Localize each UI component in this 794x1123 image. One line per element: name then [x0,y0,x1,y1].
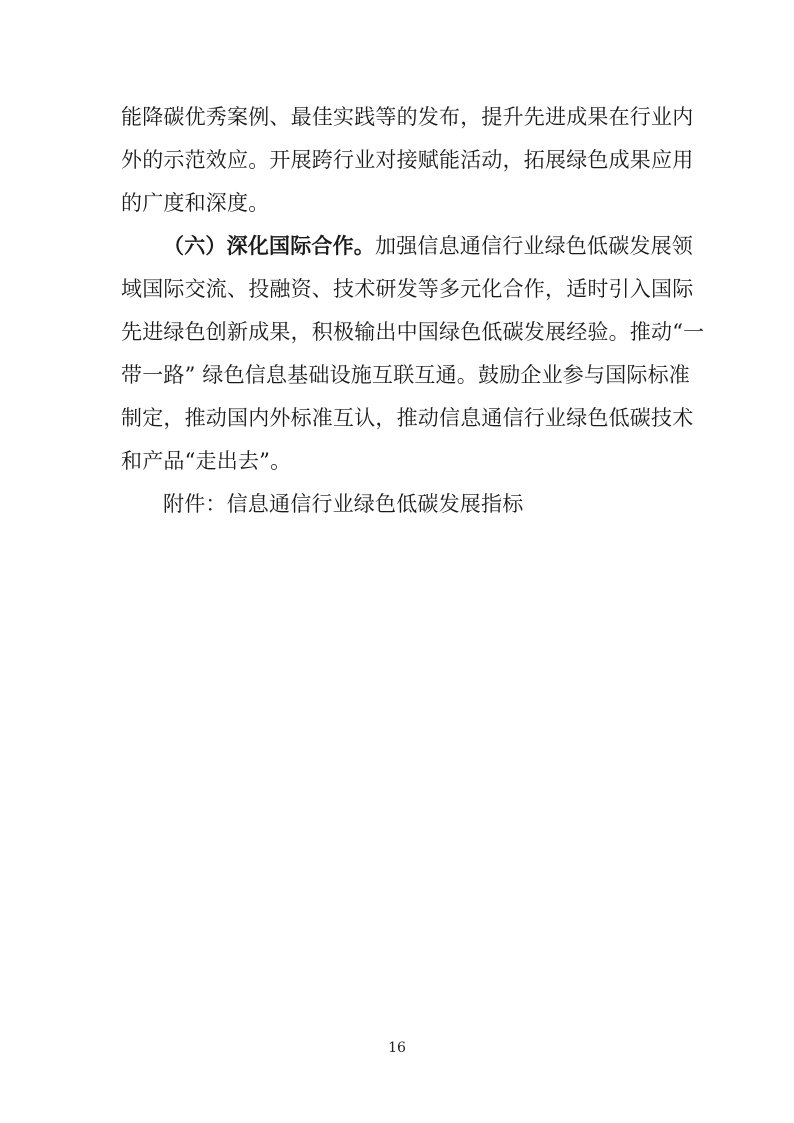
body-text-line: 带一路” 绿色信息基础设施互联互通。鼓励企业参与国际标准 [121,363,691,387]
page-number: 16 [388,1040,406,1056]
attachment-note: 附件：信息通信行业绿色低碳发展指标 [163,492,524,516]
body-text-line: 外的示范效应。开展跨行业对接赋能活动，拓展绿色成果应用 [121,148,694,172]
body-text-line: 和产品“走出去”。 [121,449,292,473]
section-heading-line [163,232,693,260]
section-heading: （六）深化国际合作。 [163,233,375,258]
body-text-line: 制定，推动国内外标准互认，推动信息通信行业绿色低碳技术 [121,406,694,430]
body-text-line: 先进绿色创新成果，积极输出中国绿色低碳发展经验。推动“一 [121,320,705,344]
body-text-line: 的广度和深度。 [121,191,270,215]
body-text-line: 能降碳优秀案例、最佳实践等的发布，提升先进成果在行业内 [121,105,694,129]
body-text: 加强信息通信行业绿色低碳发展领 [375,234,693,258]
body-text-line: 域国际交流、投融资、技术研发等多元化合作，适时引入国际 [121,277,694,301]
